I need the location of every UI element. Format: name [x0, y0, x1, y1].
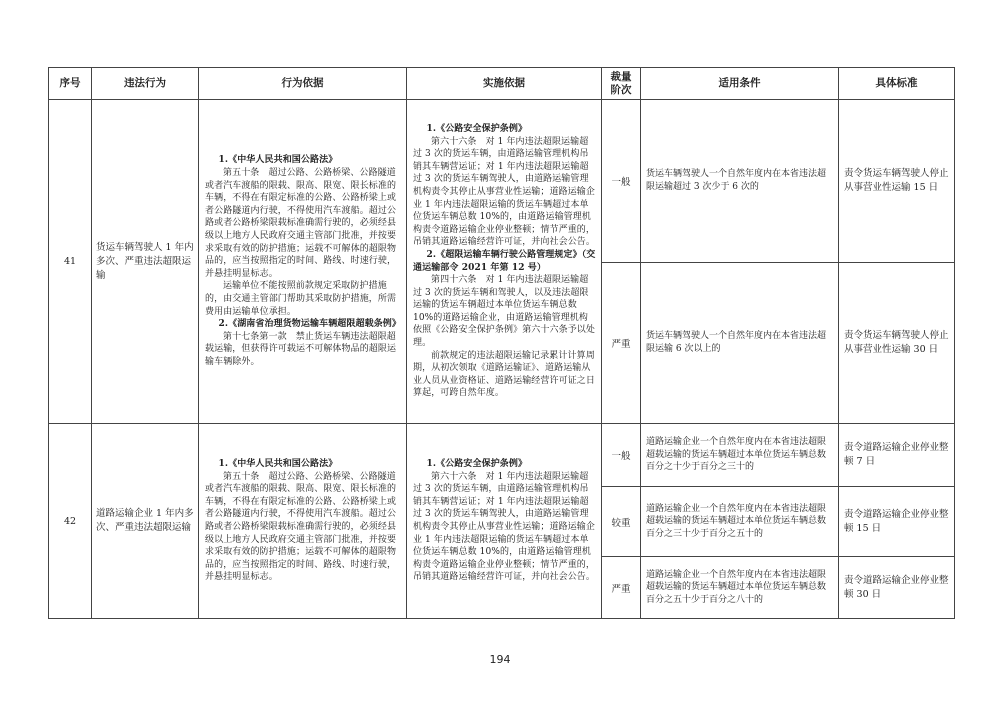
condition-cell: 货运车辆驾驶人一个自然年度内在本省违法超限运输超过 3 次少于 6 次的	[641, 100, 839, 263]
col-header-level	[602, 68, 641, 100]
col-header-violation: 违法行为	[92, 68, 199, 100]
standard-cell: 责令货运车辆驾驶人停止从事营业性运输 30 日	[839, 263, 955, 424]
level-cell: 较重	[602, 487, 641, 557]
table-row	[49, 424, 955, 487]
level-header-line2: 阶次	[610, 83, 632, 96]
table-row	[49, 100, 955, 263]
basis-paragraph: 第十七条第一款 禁止货运车辆违法超限超载运输，但获得许可载运不可解体物品的超限运输车辆除外。	[205, 331, 397, 367]
condition-cell: 货运车辆驾驶人一个自然年度内在本省违法超限运输 6 次以上的	[641, 263, 839, 424]
standard-cell: 责令道路运输企业停业整顿 15 日	[839, 487, 955, 557]
basis-heading: 2.《湖南省治理货物运输车辆超限超载条例》	[218, 319, 401, 330]
basis-heading: 1.《公路安全保护条例》	[426, 459, 528, 470]
basis-heading: 1.《中华人民共和国公路法》	[218, 459, 338, 470]
basis-paragraph: 第六十六条 对 1 年内违法超限运输超过 3 次的货运车辆，由道路运输管理机构吊销其车辆营运证；对 1 年内违法超限运输超过 3 次的货运车辆驾驶人，由道路运输管理机构责令其停止从事营业性运输；道路运输企业 1 年内违法超限运输的货运车辆超过本单位货运车辆总数 10%的，由道路运输管理机构责令道路运输企业停业整顿；情节严重的，吊销其道路运输经营许可证，并向社会公告。	[413, 471, 596, 583]
level-cell: 严重	[602, 263, 641, 424]
impl-basis	[407, 100, 602, 424]
basis-heading: 1.《中华人民共和国公路法》	[218, 155, 338, 166]
basis-paragraph: 运输单位不能按照前款规定采取防护措施的，由交通主管部门帮助其采取防护措施，所需费用由运输单位承担。	[205, 281, 397, 317]
col-header-index: 序号	[49, 68, 92, 100]
impl-basis	[407, 424, 602, 619]
standard-cell: 责令道路运输企业停业整顿 7 日	[839, 424, 955, 487]
standard-cell: 责令道路运输企业停业整顿 30 日	[839, 557, 955, 619]
violation-text: 货运车辆驾驶人 1 年内多次、严重违法超限运输	[92, 100, 199, 424]
standard-cell: 责令货运车辆驾驶人停止从事营业性运输 15 日	[839, 100, 955, 263]
enforcement-table	[48, 67, 955, 619]
condition-cell: 道路运输企业一个自然年度内在本省违法超限超载运输的货运车辆超过本单位货运车辆总数百分之十少于百分之三十的	[641, 424, 839, 487]
basis-heading: 1.《公路安全保护条例》	[426, 123, 528, 134]
basis-paragraph: 第五十条 超过公路、公路桥梁、公路隧道或者汽车渡船的限载、限高、限宽、限长标准的车辆，不得在有限定标准的公路、公路桥梁上或者公路隧道内行驶，不得使用汽车渡船。超过公路或者公路桥梁限载标准确需行驶的，必须经县级以上地方人民政府交通主管部门批准，并按要求采取有效的防护措施；运载不可解体的超限物品的，应当按照指定的时间、路线、时速行驶，并悬挂明显标志。	[205, 168, 397, 279]
basis-heading: 2.《超限运输车辆行驶公路管理规定》（交通运输部令 2021 年第 12 号）	[413, 249, 596, 273]
page-number: 194	[489, 653, 511, 666]
col-header-condition: 适用条件	[641, 68, 839, 100]
condition-cell: 道路运输企业一个自然年度内在本省违法超限超载运输的货运车辆超过本单位货运车辆总数百分之三十少于百分之五十的	[641, 487, 839, 557]
col-header-standard: 具体标准	[839, 68, 955, 100]
level-header-line1: 裁量	[610, 70, 632, 83]
header-row	[49, 68, 955, 100]
basis-paragraph: 第五十条 超过公路、公路桥梁、公路隧道或者汽车渡船的限载、限高、限宽、限长标准的车辆，不得在有限定标准的公路、公路桥梁上或者公路隧道内行驶，不得使用汽车渡船。超过公路或者公路桥梁限载标准确需行驶的，必须经县级以上地方人民政府交通主管部门批准，并按要求采取有效的防护措施；运载不可解体的超限物品的，应当按照指定的时间、路线、时速行驶，并悬挂明显标志。	[205, 471, 397, 583]
col-header-impl-basis: 实施依据	[407, 68, 602, 100]
condition-cell: 道路运输企业一个自然年度内在本省违法超限超载运输的货运车辆超过本单位货运车辆总数百分之五十少于百分之八十的	[641, 557, 839, 619]
behavior-basis	[199, 100, 407, 424]
row-index: 42	[49, 424, 92, 619]
level-cell: 一般	[602, 424, 641, 487]
col-header-behavior-basis: 行为依据	[199, 68, 407, 100]
basis-paragraph: 前款规定的违法超限运输记录累计计算周期，从初次领取《道路运输证》、道路运输从业人员从业资格证、道路运输经营许可证之日算起，可跨自然年度。	[413, 350, 596, 399]
level-cell: 严重	[602, 557, 641, 619]
level-cell: 一般	[602, 100, 641, 263]
violation-text: 道路运输企业 1 年内多次、严重违法超限运输	[92, 424, 199, 619]
basis-paragraph: 第六十六条 对 1 年内违法超限运输超过 3 次的货运车辆，由道路运输管理机构吊销其车辆营运证；对 1 年内违法超限运输超过 3 次的货运车辆驾驶人，由道路运输管理机构责令其停止从事营业性运输；道路运输企业 1 年内违法超限运输的货运车辆超过本单位货运车辆总数 10%的，由道路运输管理机构责令道路运输企业停业整顿；情节严重的，吊销其道路运输经营许可证，并向社会公告。	[413, 136, 596, 248]
basis-paragraph: 第四十六条 对 1 年内违法超限运输超过 3 次的货运车辆和驾驶人，以及违法超限运输的货运车辆超过本单位货运车辆总数 10%的道路运输企业，由道路运输管理机构依照《公路安全保护条例》第六十六条予以处理。	[413, 275, 596, 349]
behavior-basis	[199, 424, 407, 619]
row-index: 41	[49, 100, 92, 424]
